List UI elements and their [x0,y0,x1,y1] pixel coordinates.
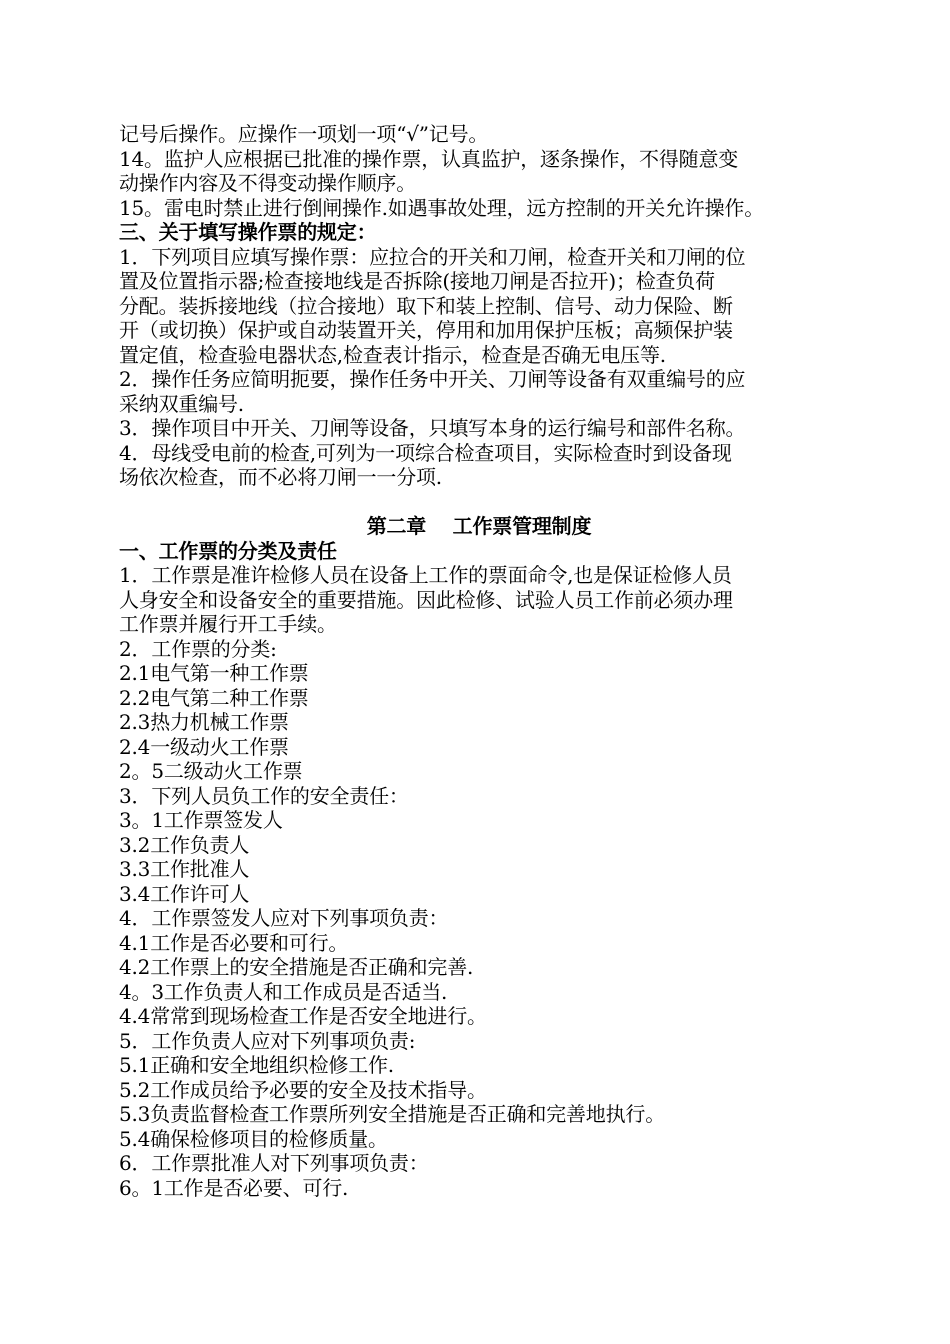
text-line: 5．工作负责人应对下列事项负责: [119,1028,416,1053]
text-line: 2.3热力机械工作票 [119,710,289,734]
text-line: 5.1正确和安全地组织检修工作. [119,1053,394,1077]
text-line: 3．操作项目中开关、刀闸等设备，只填写本身的运行编号和部件名称。 [119,416,746,440]
text-line: 4.2工作票上的安全措施是否正确和完善. [119,955,474,979]
text-line: 3.4工作许可人 [119,881,250,906]
text-line: 2.1电气第一种工作票 [119,661,309,685]
text-line: 2．工作票的分类: [119,636,277,661]
text-line: 3．下列人员负工作的安全责任： [119,783,409,808]
text-line: 分配。装拆接地线（拉合接地）取下和装上控制、信号、动力保险、断 [119,293,733,318]
text-line: 14。监护人应根据已批准的操作票，认真监护，逐条操作，不得随意变 [119,146,739,171]
text-line: 2。5二级动火工作票 [119,759,303,783]
text-line: 3.2工作负责人 [119,832,250,857]
text-line: 置及位置指示器;检查接地线是否拆除(接地刀闸是否拉开)；检查负荷 [119,269,715,293]
text-line: 4。3工作负责人和工作成员是否适当. [119,979,448,1004]
text-line: 4．工作票签发人应对下列事项负责： [119,906,449,930]
text-line: 4.1工作是否必要和可行。 [119,930,349,955]
text-line: 2.4一级动火工作票 [119,734,289,759]
text-line: 采纳双重编号. [119,391,244,416]
chapter-title: 第二章 工作票管理制度 [366,514,592,538]
text-line: 人身安全和设备安全的重要措施。因此检修、试验人员工作前必须办理 [119,587,733,612]
paragraph-block-fill-rules [119,245,839,490]
text-line: 置定值，检查验电器状态,检查表计指示，检查是否确无电压等. [119,342,666,367]
section-heading-fill-rules: 三、关于填写操作票的规定： [119,220,377,244]
text-line: 1．下列项目应填写操作票：应拉合的开关和刀闸，检查开关和刀闸的位 [119,244,746,269]
section-heading-work-ticket-classification: 一、工作票的分类及责任 [119,538,337,563]
text-line: 3.3工作批准人 [119,857,250,881]
text-line: 工作票并履行开工手续。 [119,612,337,636]
blank-line [119,490,839,515]
text-line: 4.4常常到现场检查工作是否安全地进行。 [119,1004,487,1028]
paragraph-block-work-ticket [119,563,839,1200]
text-line: 5.3负责监督检查工作票所列安全措施是否正确和完善地执行。 [119,1102,666,1126]
paragraph-block-operation-rules [119,122,839,220]
text-line: 开（或切换）保护或自动装置开关，停用和加用保护压板；高频保护装 [119,318,733,342]
text-line: 5.4确保检修项目的检修质量。 [119,1126,388,1151]
text-line: 动操作内容及不得变动操作顺序。 [119,171,416,195]
text-line: 场依次检查，而不必将刀闸一一分项. [119,465,442,489]
text-line: 6．工作票批准人对下列事项负责： [119,1151,429,1175]
text-line: 4．母线受电前的检查,可列为一项综合检查项目，实际检查时到设备现 [119,440,732,465]
text-line: 5.2工作成员给予必要的安全及技术指导。 [119,1077,487,1102]
text-line: 6。1工作是否必要、可行. [119,1175,349,1200]
text-line: 2.2电气第二种工作票 [119,685,309,710]
document-body [119,122,839,1200]
text-line: 2．操作任务应简明扼要，操作任务中开关、刀闸等设备有双重编号的应 [119,367,746,391]
text-line: 记号后操作。应操作一项划一项“√”记号。 [119,122,489,146]
text-line: 3。1工作票签发人 [119,808,283,832]
text-line: 1．工作票是准许检修人员在设备上工作的票面命令,也是保证检修人员 [119,563,732,587]
text-line: 15。雷电时禁止进行倒闸操作.如遇事故处理，远方控制的开关允许操作。 [119,195,765,220]
